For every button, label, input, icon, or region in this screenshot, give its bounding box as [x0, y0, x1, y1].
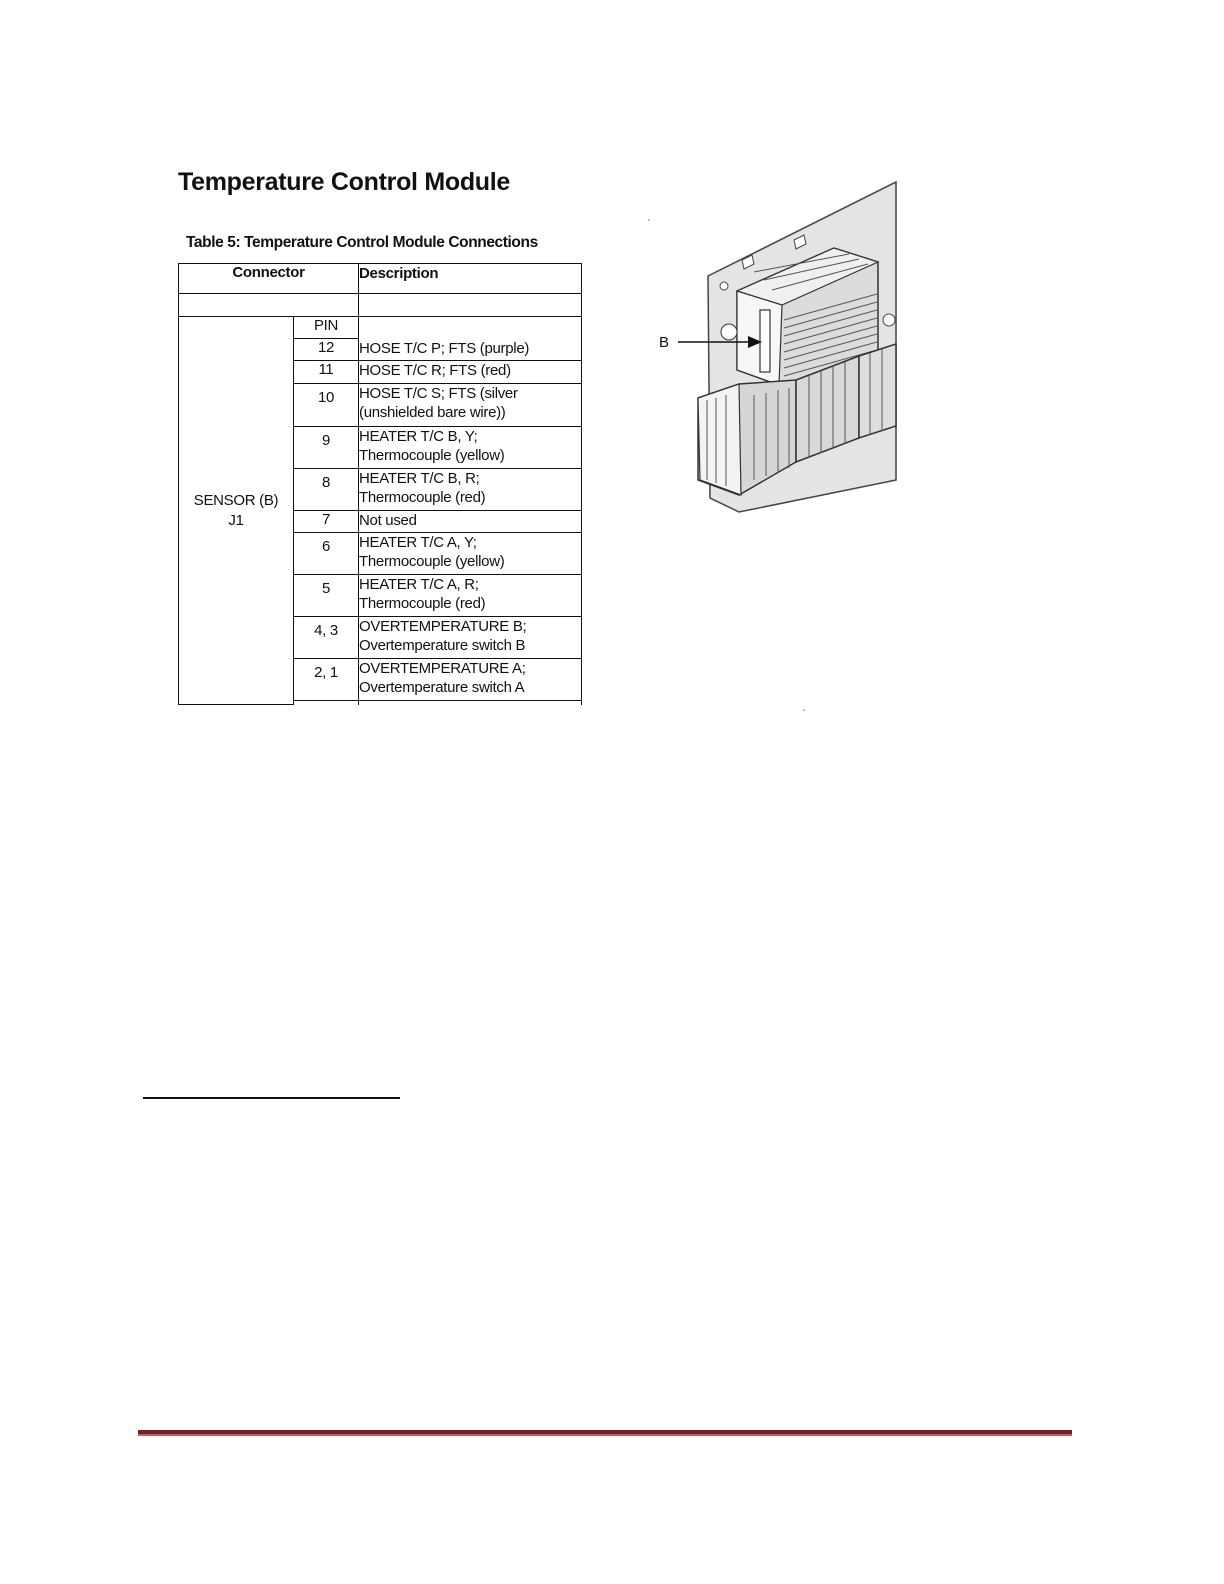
table-caption: Table 5: Temperature Control Module Connections	[186, 234, 538, 251]
table-row-desc: HEATER T/C B, R; Thermocouple (red)	[359, 469, 582, 511]
table-row-pin: 9	[294, 427, 359, 469]
section-heading: Temperature Control Module	[178, 168, 511, 196]
table-row-pin: 10	[294, 384, 359, 427]
sensor-label: SENSOR (B)	[193, 491, 279, 509]
table-row-pin: 8	[294, 469, 359, 511]
table-row-pin: 4, 3	[294, 617, 359, 659]
blank-row	[179, 294, 582, 317]
table-row-desc: OVERTEMPERATURE B; Overtemperature switch B	[359, 617, 582, 659]
module-illustration	[644, 180, 900, 720]
table-row-pin: 12	[294, 339, 359, 361]
callout-label: B	[659, 334, 670, 351]
pin-header: PIN	[294, 317, 359, 339]
table-row-desc: Not used	[359, 511, 582, 533]
connector-header: Connector	[179, 264, 359, 294]
footer-rule	[138, 1430, 1072, 1436]
description-header: Description	[359, 264, 582, 294]
table-row-pin: 11	[294, 361, 359, 384]
table-row-desc: HEATER T/C A, R; Thermocouple (red)	[359, 575, 582, 617]
table-row-desc: OVERTEMPERATURE A; Overtemperature switch A	[359, 659, 582, 701]
connections-table	[178, 263, 582, 705]
table-row-pin: 6	[294, 533, 359, 575]
table-row-desc: HOSE T/C R; FTS (red)	[359, 361, 582, 384]
table-row-pin: 5	[294, 575, 359, 617]
table-header-row	[179, 264, 582, 294]
table-row-desc: HOSE T/C P; FTS (purple)	[359, 317, 582, 361]
signature-line	[143, 1097, 400, 1099]
table-row-pin: 2, 1	[294, 659, 359, 701]
table-row-desc: HOSE T/C S; FTS (silver (unshielded bare wire))	[359, 384, 582, 427]
table-row-pin: 7	[294, 511, 359, 533]
table-row-desc: HEATER T/C B, Y; Thermocouple (yellow)	[359, 427, 582, 469]
table-row-desc: HEATER T/C A, Y; Thermocouple (yellow)	[359, 533, 582, 575]
j1-label: J1	[228, 511, 244, 529]
pin-header-row	[179, 317, 582, 339]
sensor-connector-cell	[179, 317, 294, 705]
